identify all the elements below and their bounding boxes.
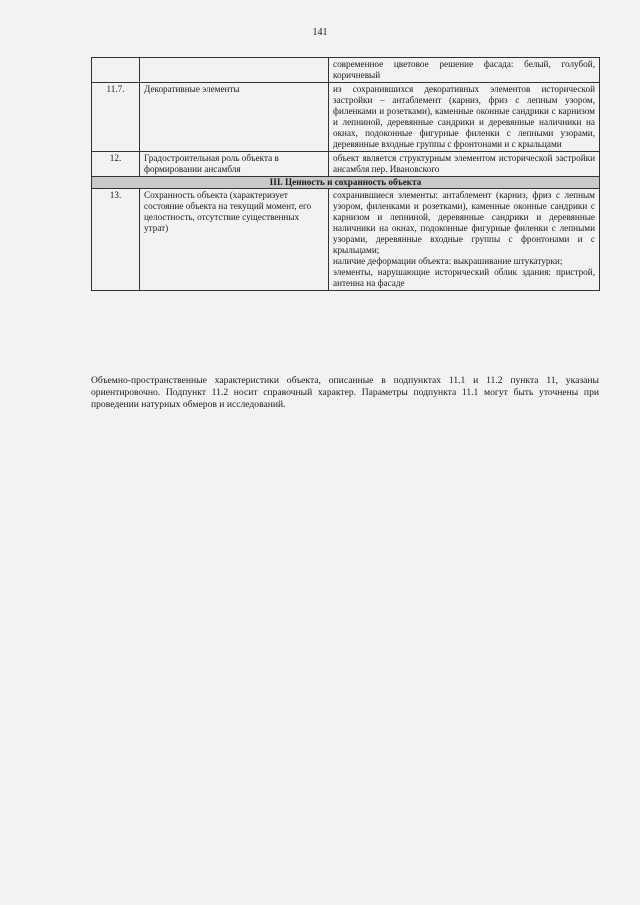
description-paragraph: объект является структурным элементом исторической застройки ансамбля пер. Ивановского (333, 153, 595, 174)
row-description (329, 189, 600, 291)
row-description (329, 83, 600, 152)
description-paragraph: элементы, нарушающие исторический облик здания: пристрой, антенна на фасаде (333, 267, 595, 288)
footnote-paragraph: Объемно-пространственные характеристики объекта, описанные в подпунктах 11.1 и 11.2 пункта 11, указаны ориентировочно. Подпункт 11.2 носит справочный характер. Параметры подпункта 11.1 могут быть уточнены при проведении натурных обмеров и исследований. (91, 375, 599, 410)
row-title (140, 58, 329, 83)
row-number (92, 58, 140, 83)
description-paragraph: сохранившиеся элементы: антаблемент (карниз, фриз с лепным узором, филенками и розетками), каменные оконные сандрики с карнизом и лепниной, деревянные сандрики и деревянные наличники на окнах, подоконные фигурные филенки с лепными узорами, деревянные входные группы с фронтонами и с крыльцами; (333, 190, 595, 255)
table-row (92, 152, 600, 177)
row-number: 13. (92, 189, 140, 291)
row-description (329, 58, 600, 83)
description-paragraph: наличие деформации объекта: выкрашивание штукатурки; (333, 256, 563, 266)
row-number: 12. (92, 152, 140, 177)
page-number: 141 (312, 27, 328, 38)
section-title: III. Ценность и сохранность объекта (92, 177, 600, 189)
row-title: Градостроительная роль объекта в формировании ансамбля (140, 152, 329, 177)
row-title: Сохранность объекта (характеризует состояние объекта на текущий момент, его целостность, отсутствие существенных утрат) (140, 189, 329, 291)
table-row (92, 58, 600, 83)
table-row (92, 189, 600, 291)
row-title: Декоративные элементы (140, 83, 329, 152)
description-paragraph: из сохранившихся декоративных элементов исторической застройки – антаблемент (карниз, фриз с лепным узором, филенками и розетками), каменные оконные сандрики с карнизом и лепниной, деревянные сандрики и деревянные наличники на окнах, подоконные фигурные филенки с лепными узорами, деревянные входные группы с фронтонами и с крыльцами (333, 84, 595, 149)
row-description (329, 152, 600, 177)
object-table (91, 57, 600, 291)
table-row (92, 83, 600, 152)
description-paragraph: современное цветовое решение фасада: белый, голубой, коричневый (333, 59, 595, 80)
section-header-row (92, 177, 600, 189)
row-number: 11.7. (92, 83, 140, 152)
